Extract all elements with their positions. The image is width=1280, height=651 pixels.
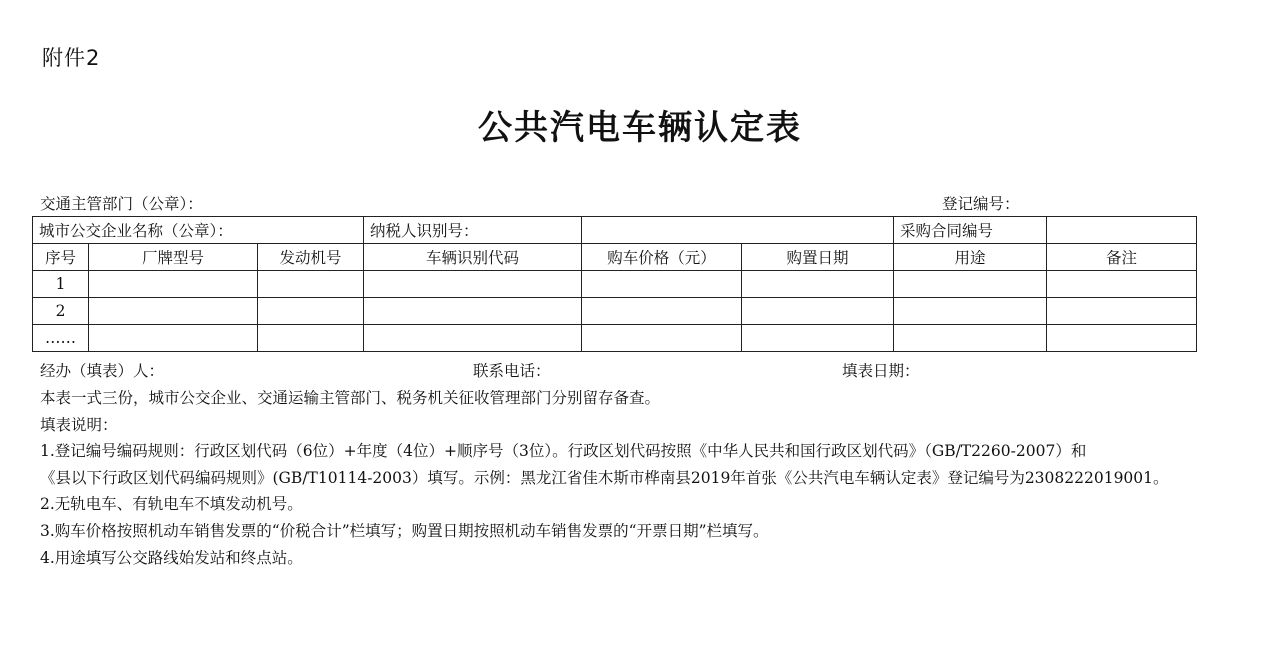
fill-date-label: 填表日期： — [842, 362, 920, 380]
column-header: 发动机号 — [258, 244, 364, 271]
table-cell[interactable] — [364, 325, 582, 352]
instruction-item: 4.用途填写公交路线始发站和终点站。 — [40, 549, 303, 567]
taxpayer-id-value[interactable] — [582, 217, 894, 244]
attachment-label: 附件2 — [42, 46, 101, 70]
instruction-item: 1.登记编号编码规则：行政区划代码（6位）+年度（4位）+顺序号（3位）。行政区划代码按照《中华人民共和国行政区划代码》（GB/T2260-2007）和 — [40, 442, 1087, 460]
table-cell[interactable] — [364, 271, 582, 298]
table-cell[interactable] — [894, 271, 1047, 298]
table-cell[interactable] — [89, 298, 258, 325]
copies-note: 本表一式三份，城市公交企业、交通运输主管部门、税务机关征收管理部门分别留存备查。 — [40, 389, 661, 407]
instructions-heading: 填表说明： — [40, 416, 118, 434]
table-cell[interactable] — [582, 298, 742, 325]
table-cell[interactable] — [742, 298, 894, 325]
table-cell[interactable] — [894, 325, 1047, 352]
column-header: 序号 — [33, 244, 89, 271]
authority-label: 交通主管部门（公章）： — [40, 195, 203, 213]
row-index: 2 — [33, 298, 89, 325]
table-cell[interactable] — [258, 325, 364, 352]
table-cell[interactable] — [1047, 298, 1197, 325]
table-cell[interactable] — [364, 298, 582, 325]
table-cell[interactable] — [894, 298, 1047, 325]
form-title: 公共汽电车辆认定表 — [478, 108, 802, 148]
taxpayer-id-label: 纳税人识别号： — [364, 217, 582, 244]
registration-number-label: 登记编号： — [942, 195, 1020, 213]
table-cell[interactable] — [742, 325, 894, 352]
instruction-item: 2.无轨电车、有轨电车不填发动机号。 — [40, 495, 303, 513]
table-cell[interactable] — [1047, 271, 1197, 298]
table-row — [33, 325, 1197, 352]
table-row — [33, 298, 1197, 325]
handler-label: 经办（填表）人： — [40, 362, 165, 380]
column-header-row — [33, 244, 1197, 271]
column-header: 用途 — [894, 244, 1047, 271]
table-cell[interactable] — [742, 271, 894, 298]
row-index: 1 — [33, 271, 89, 298]
table-cell[interactable] — [258, 298, 364, 325]
column-header: 厂牌型号 — [89, 244, 258, 271]
column-header: 车辆识别代码 — [364, 244, 582, 271]
company-name-label: 城市公交企业名称（公章）： — [33, 217, 364, 244]
instruction-item: 《县以下行政区划代码编码规则》(GB/T10114-2003）填写。示例：黑龙江省佳木斯市桦南县2019年首张《公共汽电车辆认定表》登记编号为2308222019001。 — [40, 469, 1169, 487]
company-info-row — [33, 217, 1197, 244]
table-cell[interactable] — [258, 271, 364, 298]
table-cell[interactable] — [89, 271, 258, 298]
column-header: 购车价格（元） — [582, 244, 742, 271]
table-cell[interactable] — [1047, 325, 1197, 352]
table-cell[interactable] — [582, 271, 742, 298]
table-row — [33, 271, 1197, 298]
column-header: 备注 — [1047, 244, 1197, 271]
contract-number-value[interactable] — [1047, 217, 1197, 244]
column-header: 购置日期 — [742, 244, 894, 271]
instruction-item: 3.购车价格按照机动车销售发票的“价税合计”栏填写；购置日期按照机动车销售发票的“开票日期”栏填写。 — [40, 522, 769, 540]
table-cell[interactable] — [89, 325, 258, 352]
vehicle-form-table-grid — [32, 216, 1197, 352]
phone-label: 联系电话： — [473, 362, 551, 380]
contract-number-label: 采购合同编号 — [894, 217, 1047, 244]
row-index: …… — [33, 325, 89, 352]
table-cell[interactable] — [582, 325, 742, 352]
